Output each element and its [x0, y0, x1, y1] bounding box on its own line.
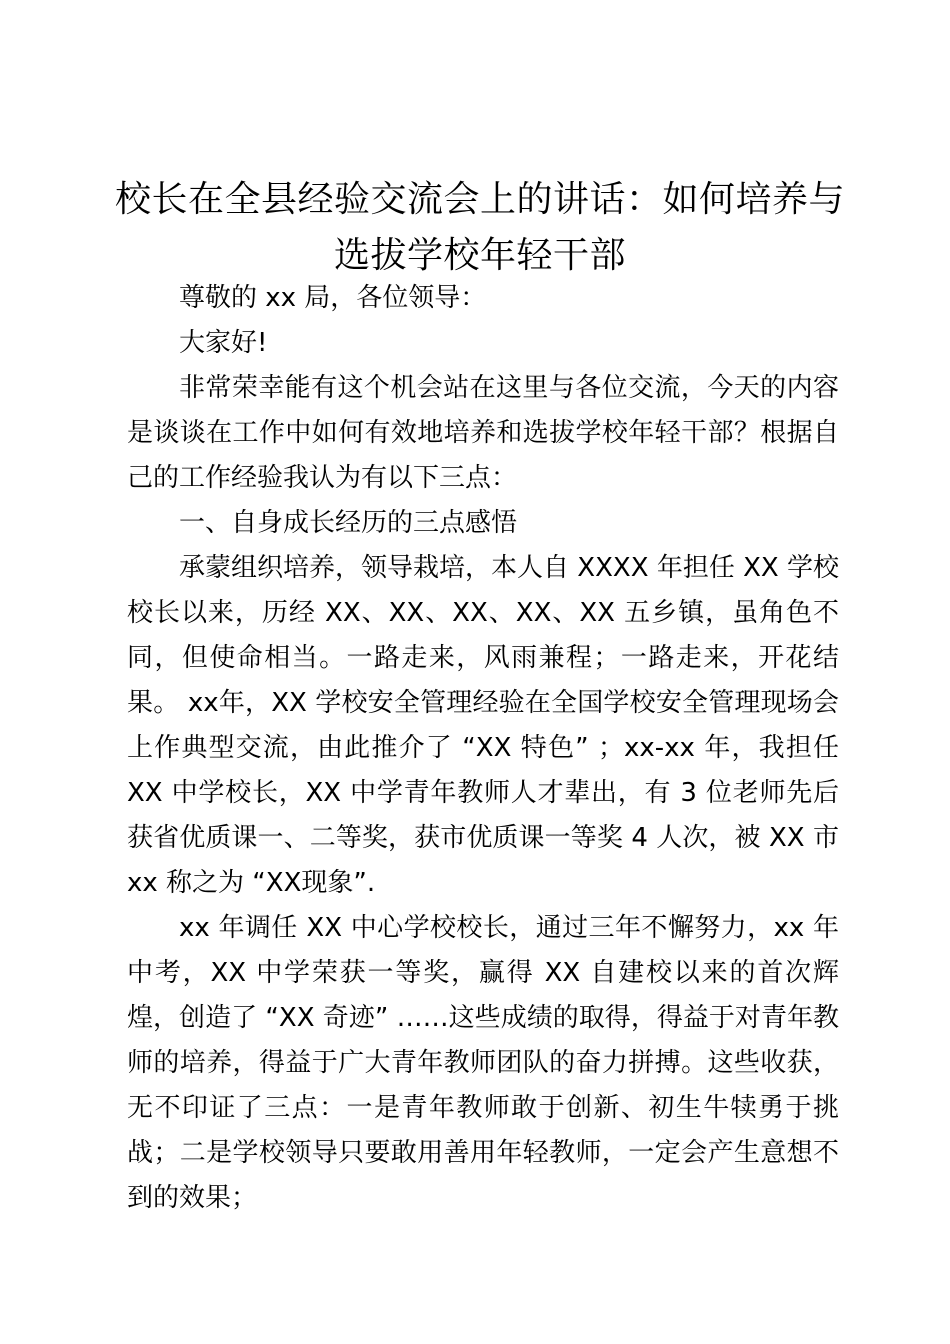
- salutation: 尊敬的 xx 局，各位领导：: [179, 283, 487, 313]
- section-heading-1: 一、自身成长经历的三点感悟: [179, 508, 518, 538]
- paragraph-intro: 非常荣幸能有这个机会站在这里与各位交流，今天的内容是谈谈在工作中如何有效地培养和选拔学校年轻干部？根据自己的工作经验我认为有以下三点：: [127, 373, 839, 493]
- paragraph-achievements: xx 年调任 XX 中心学校校长，通过三年不懈努力，xx 年中考，XX 中学荣获一等奖，赢得 XX 自建校以来的首次辉煌，创造了 “XX 奇迹” ……这些成绩的取得，得益于对青年教师的培养，得益于广大青年教师团队的奋力拼搏。这些收获，无不印证了三点：一是青年教师敢于创新、初生牛犊勇于挑战；二是学校领导只要敢用善用年轻教师，一定会产生意想不到的效果；: [127, 913, 839, 1213]
- greeting: 大家好!: [179, 328, 268, 358]
- paragraph-experience: 承蒙组织培养，领导栽培，本人自 XXXX 年担任 XX 学校校长以来，历经 XX、XX、XX、XX、XX 五乡镇，虽角色不同，但使命相当。一路走来，风雨兼程；一路走来，开花结果。 xx年，XX 学校安全管理经验在全国学校安全管理现场会上作典型交流，由此推介了 “XX 特色” ；xx-xx 年，我担任 XX 中学校长，XX 中学青年教师人才辈出，有 3 位老师先后获省优质课一、二等奖，获市优质课一等奖 4 人次，被 XX 市 xx 称之为 “XX现象”.: [127, 553, 839, 898]
- document-body: [127, 276, 839, 1221]
- document-title: 校长在全县经验交流会上的讲话：如何培养与选拔学校年轻干部: [114, 179, 845, 276]
